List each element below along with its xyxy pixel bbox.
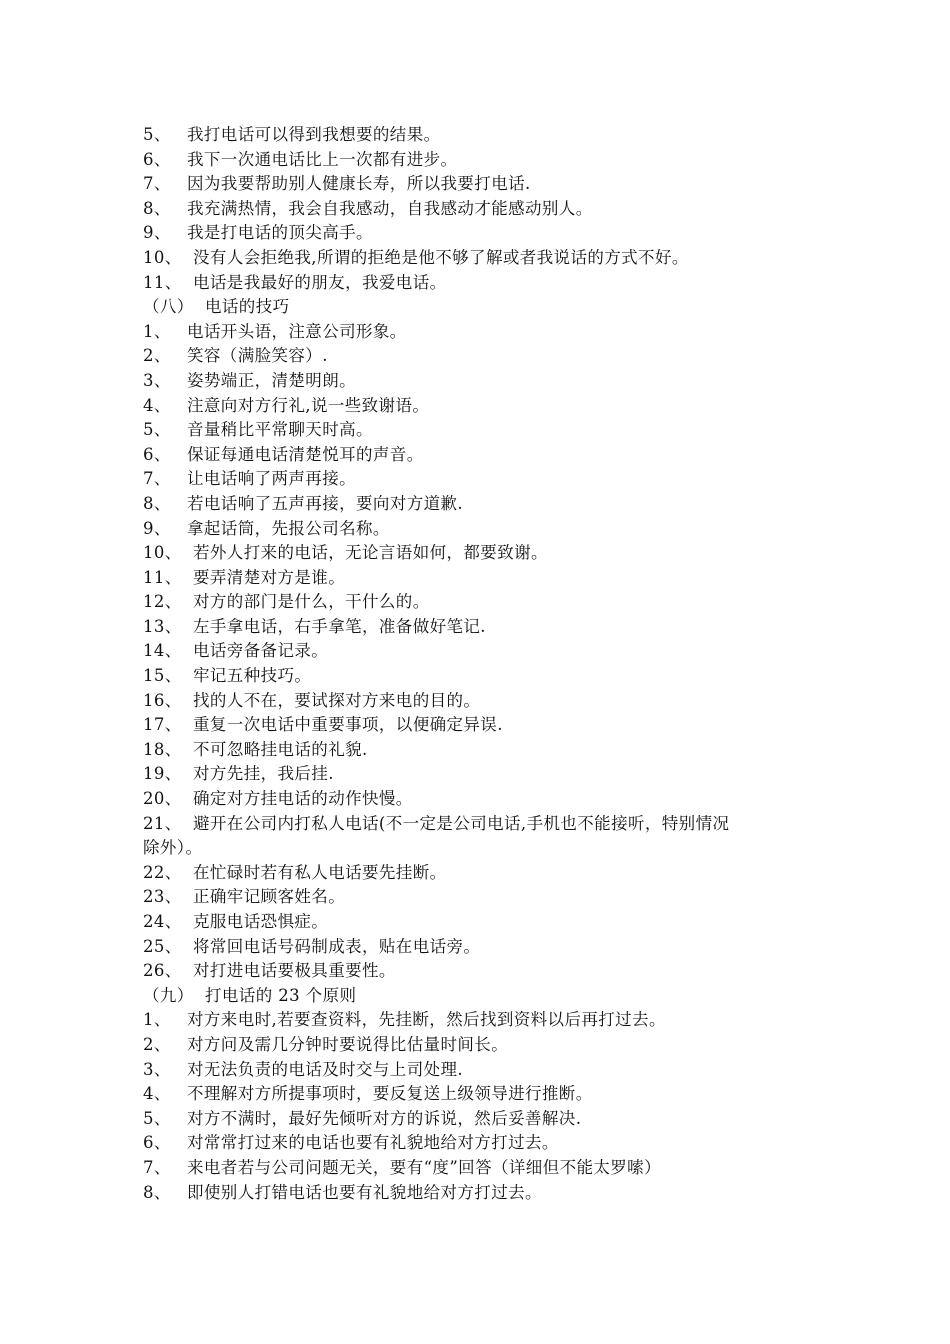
list-item [143, 517, 823, 542]
list-item-number: 8、 [143, 493, 171, 513]
list-item-text: 音量稍比平常聊天时高。 [187, 420, 373, 440]
list-item-text: 将常回电话号码制成表，贴在电话旁。 [193, 936, 481, 956]
list-item [143, 689, 823, 714]
list-item [143, 566, 823, 591]
list-item-text: 我充满热情，我会自我感动，自我感动才能感动别人。 [187, 198, 593, 218]
list-item-text: 拿起话筒，先报公司名称。 [187, 518, 390, 538]
text-line [143, 984, 823, 1009]
list-item-text: 正确牢记顾客姓名。 [193, 887, 346, 907]
list-item-number: 1、 [143, 321, 171, 341]
list-item [143, 713, 823, 738]
list-item [143, 959, 823, 984]
list-item-text: 注意向对方行礼,说一些致谢语。 [187, 395, 430, 415]
list-item-number: 5、 [143, 125, 171, 144]
list-item-text: 克服电话恐惧症。 [193, 912, 329, 931]
list-item [143, 320, 823, 345]
list-item-number: 12、 [143, 592, 182, 612]
list-item [143, 1008, 823, 1033]
list-item [143, 1058, 823, 1083]
list-item-number: 9、 [143, 518, 171, 538]
list-item-number: 20、 [143, 789, 182, 809]
list-item-text: 我下一次通电话比上一次都有进步。 [187, 149, 458, 169]
list-item [143, 394, 823, 419]
list-item [143, 246, 823, 271]
list-item-text: 要弄清楚对方是谁。 [193, 567, 346, 587]
list-item-text: 即使别人打错电话也要有礼貌地给对方打过去。 [187, 1182, 542, 1202]
list-item-text: 找的人不在，要试探对方来电的目的。 [193, 690, 481, 710]
list-item-number: 23、 [143, 887, 182, 907]
list-item-number: 6、 [143, 149, 171, 169]
list-item-number: 19、 [143, 764, 182, 784]
list-item [143, 1181, 823, 1206]
list-item [143, 738, 823, 763]
list-item-number: 15、 [143, 666, 182, 686]
list-item-number: 6、 [143, 444, 171, 464]
list-item-text: 若外人打来的电话，无论言语如何，都要致谢。 [193, 543, 548, 563]
list-item [143, 418, 823, 443]
list-item-number: 24、 [143, 912, 182, 931]
list-item-text: 避开在公司内打私人电话(不一定是公司电话,手机也不能接听，特别情况 [193, 813, 730, 833]
list-item [143, 541, 823, 566]
list-item [143, 1156, 823, 1181]
list-item-text: 让电话响了两声再接。 [187, 469, 356, 489]
list-item-text: 因为我要帮助别人健康长寿，所以我要打电话. [187, 174, 531, 194]
list-item [143, 1082, 823, 1107]
list-item-number: 13、 [143, 616, 182, 636]
list-item-number: 7、 [143, 469, 171, 489]
list-item-text: 左手拿电话，右手拿笔，准备做好笔记. [193, 616, 486, 636]
list-item-number: 25、 [143, 936, 182, 956]
list-item [143, 762, 823, 787]
list-item [143, 1033, 823, 1058]
list-item-number: 22、 [143, 862, 182, 882]
list-item [143, 123, 823, 148]
list-item-number: 14、 [143, 641, 182, 661]
document-body [143, 123, 823, 1205]
list-item [143, 590, 823, 615]
list-item [143, 344, 823, 369]
list-item-text: 对方问及需几分钟时要说得比估量时间长。 [187, 1034, 509, 1054]
list-item-number: 7、 [143, 174, 171, 194]
list-item-number: 17、 [143, 715, 182, 735]
list-item-text: 来电者若与公司问题无关，要有“度”回答（详细但不能太罗嗦） [187, 1157, 661, 1177]
list-item-number: 1、 [143, 1010, 171, 1030]
list-item [143, 664, 823, 689]
list-item-number: 2、 [143, 346, 171, 366]
list-item-text: 对方不满时，最好先倾听对方的诉说，然后妥善解决. [187, 1108, 582, 1128]
list-item-text: 若电话响了五声再接，要向对方道歉. [187, 493, 464, 513]
list-item-text: 对常常打过来的电话也要有礼貌地给对方打过去。 [187, 1133, 559, 1153]
list-item-number: 26、 [143, 961, 182, 981]
list-item-number: 7、 [143, 1157, 171, 1177]
list-item-number: 10、 [143, 247, 182, 267]
list-item [143, 271, 823, 296]
list-item-number: 11、 [143, 567, 182, 587]
list-item [143, 1107, 823, 1132]
list-item-text: 不理解对方所提事项时，要反复送上级领导进行推断。 [187, 1084, 593, 1104]
list-item-number: 8、 [143, 1182, 171, 1202]
text-line [143, 295, 823, 320]
list-item [143, 615, 823, 640]
list-item-text: 电话开头语，注意公司形象。 [187, 321, 407, 341]
section-heading: 除外）。 [143, 838, 203, 858]
list-item [143, 910, 823, 935]
list-item [143, 197, 823, 222]
list-item [143, 812, 823, 837]
list-item-number: 5、 [143, 420, 171, 440]
list-item [143, 861, 823, 886]
list-item [143, 935, 823, 960]
list-item [143, 787, 823, 812]
list-item-text: 我是打电话的顶尖高手。 [187, 223, 373, 243]
section-heading: （九） 打电话的 23 个原则 [143, 985, 357, 1005]
list-item-number: 9、 [143, 223, 171, 243]
list-item-text: 对方来电时,若要查资料，先挂断，然后找到资料以后再打过去。 [187, 1010, 666, 1030]
list-item [143, 1131, 823, 1156]
list-item-text: 电话旁备备记录。 [193, 641, 329, 661]
list-item-text: 我打电话可以得到我想要的结果。 [187, 125, 441, 144]
list-item [143, 221, 823, 246]
list-item-text: 牢记五种技巧。 [193, 666, 312, 686]
list-item-number: 21、 [143, 813, 182, 833]
list-item-text: 对方先挂，我后挂. [193, 764, 334, 784]
list-item-text: 笑容（满脸笑容）. [187, 346, 328, 366]
list-item-text: 电话是我最好的朋友，我爱电话。 [193, 272, 447, 292]
list-item-number: 8、 [143, 198, 171, 218]
list-item [143, 492, 823, 517]
list-item-number: 10、 [143, 543, 182, 563]
list-item-number: 5、 [143, 1108, 171, 1128]
list-item-number: 6、 [143, 1133, 171, 1153]
list-item-number: 4、 [143, 1084, 171, 1104]
list-item-text: 没有人会拒绝我,所谓的拒绝是他不够了解或者我说话的方式不好。 [193, 247, 689, 267]
list-item-text: 重复一次电话中重要事项，以便确定异误. [193, 715, 503, 735]
list-item-text: 姿势端正，清楚明朗。 [187, 370, 356, 390]
list-item-number: 3、 [143, 1059, 171, 1079]
list-item [143, 443, 823, 468]
list-item-text: 在忙碌时若有私人电话要先挂断。 [193, 862, 447, 882]
list-item-text: 对无法负责的电话及时交与上司处理. [187, 1059, 464, 1079]
list-item-text: 对打进电话要极具重要性。 [193, 961, 396, 981]
section-heading: （八） 电话的技巧 [143, 297, 290, 317]
list-item-text: 不可忽略挂电话的礼貌. [193, 739, 368, 759]
list-item [143, 885, 823, 910]
list-item-number: 2、 [143, 1034, 171, 1054]
list-item-number: 18、 [143, 739, 182, 759]
list-item-number: 4、 [143, 395, 171, 415]
list-item-text: 对方的部门是什么，干什么的。 [193, 592, 430, 612]
list-item [143, 467, 823, 492]
list-item-text: 保证每通电话清楚悦耳的声音。 [187, 444, 424, 464]
list-item [143, 172, 823, 197]
list-item [143, 639, 823, 664]
list-item-text: 确定对方挂电话的动作快慢。 [193, 789, 413, 809]
list-item-number: 3、 [143, 370, 171, 390]
list-item-number: 11、 [143, 272, 182, 292]
list-item [143, 148, 823, 173]
list-item [143, 369, 823, 394]
list-item-number: 16、 [143, 690, 182, 710]
text-line [143, 836, 823, 861]
